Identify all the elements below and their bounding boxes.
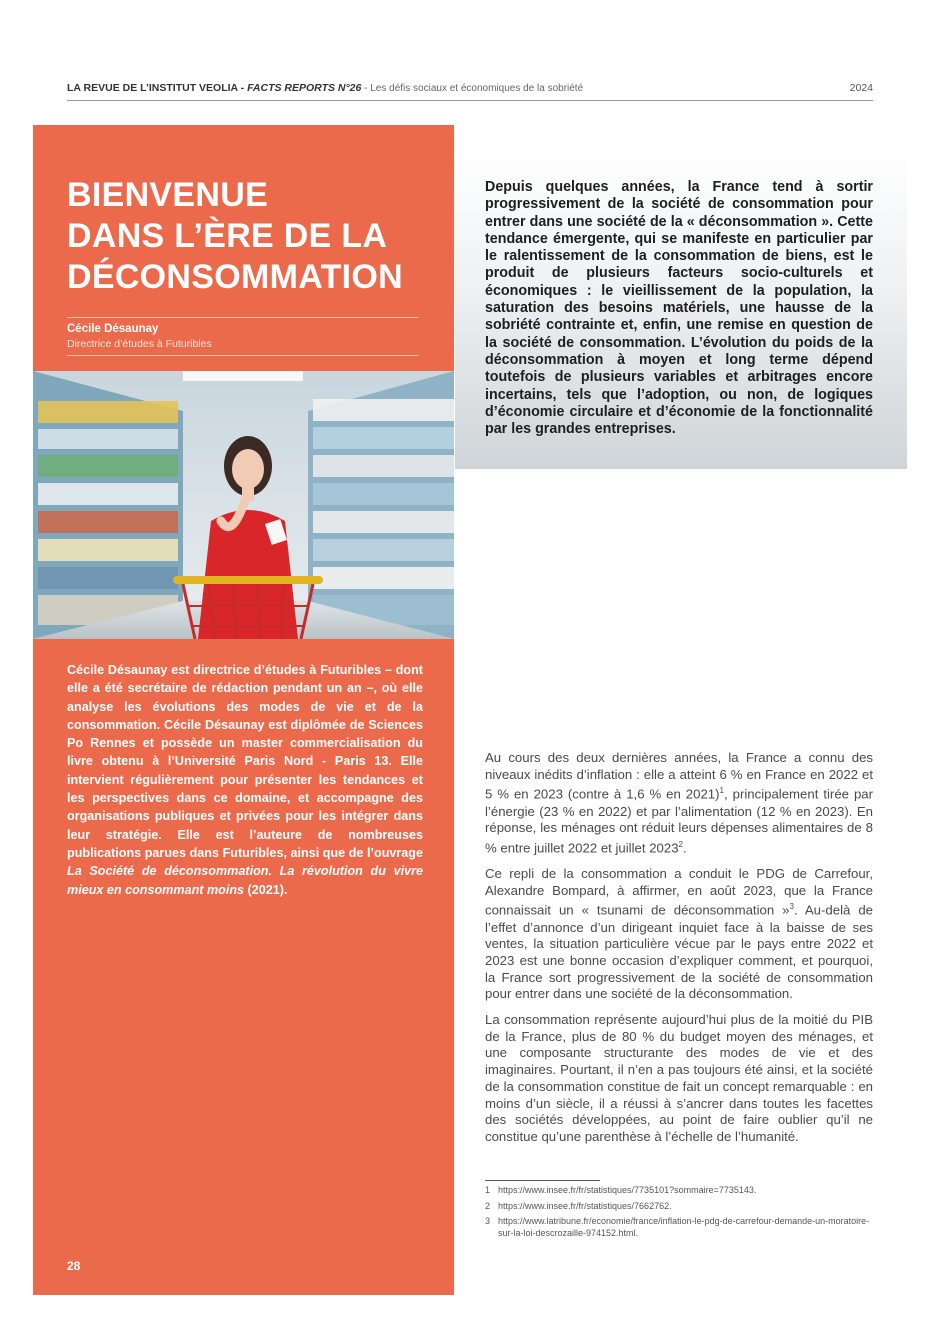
bio-text: Cécile Désaunay est directrice d’études à Futuribles – dont elle a été secrétaire de rédaction pendant un an –, où elle analyse les évolutions des modes de vie et de la consommation. Cécile Désaunay est diplômée de Sciences Po Rennes et possède un master commercialisation du livre obtenu à l’Université Paris Nord - Paris 13. Elle intervient régulièrement pour présenter les tendances et les perspectives dans ce domaine, et accompagne des organisations publiques et privées pour les intégrer dans leur stratégie. Elle est l’auteure de nombreuses publications parues dans Futuribles, ainsi que de l’ouvrage: [67, 663, 423, 860]
author-role: Directrice d’études à Futuribles: [67, 338, 212, 350]
text-run: . Au-delà de l’effet d’annonce d’un dirigeant inquiet face à la baisse de ses ventes, la situation particulière vécue par le pays entre 2022 et 2023 est une bonne occasion d’expliquer comment, et pourquoi, la France sort progressivement de la société de consommation pour entrer dans une société de la déconsommation.: [485, 902, 873, 1002]
footnote-number: 2: [485, 1200, 491, 1211]
header-year: 2024: [849, 82, 873, 94]
body-paragraph: [485, 866, 873, 1003]
divider: [67, 355, 419, 356]
footnote-link[interactable]: https://www.latribune.fr/economie/france/inflation-le-pdg-de-carrefour-demande-un-moratoire-sur-la-loi-descrozaille-974152.html.: [498, 1216, 870, 1238]
header-brand: LA REVUE DE L’INSTITUT VEOLIA -: [67, 82, 248, 94]
running-header: [67, 80, 873, 101]
title-line: DÉCONSOMMATION: [67, 258, 403, 296]
divider: [67, 317, 419, 318]
footnotes: [485, 1185, 873, 1243]
header-left: [67, 82, 583, 94]
footnote-item: [485, 1216, 873, 1239]
body-column: [485, 750, 873, 1155]
intro-box: [455, 149, 907, 469]
author-bio: [67, 661, 423, 899]
footnote-number: 1: [485, 1185, 491, 1195]
header-issue: FACTS REPORTS N°26: [247, 82, 362, 94]
body-paragraph: La consommation représente aujourd’hui plus de la moitié du PIB de la France, plus de 80 % du budget moyen des ménages, et une composante structurante des modes de vie et des imaginaires. Pourtant, il n’en a pas toujours été ainsi, et la société de la consommation constitue de fait un concept remarquable : en moins d’un siècle, il a réussi à s’ancrer dans toutes les facettes des sociétés développées, au point de faire oublier qu’il ne constitue qu’une parenthèse à l’échelle de l’humanité.: [485, 1012, 873, 1144]
footnote-item: [485, 1185, 873, 1197]
footnote-link[interactable]: https://www.insee.fr/fr/statistiques/7735101?sommaire=7735143.: [498, 1185, 757, 1195]
page-number: 28: [67, 1259, 81, 1273]
text-run: Au cours des deux dernières années, la France a connu des niveaux inédits d’inflation : elle a atteint 6 % en France en 2022 et 5 % en 2023 (contre à 1,6 % en 2021): [485, 750, 873, 802]
supermarket-shopper-photo: [33, 371, 454, 639]
header-subtitle: - Les défis sociaux et économiques de la sobriété: [361, 83, 584, 94]
text-run: Ce repli de la consommation a conduit le PDG de Carrefour, Alexandre Bompard, à affirmer, en août 2023, que la France connaissait un « tsunami de déconsommation »: [485, 866, 873, 918]
text-run: , principalement tirée par l’énergie (23 % en 2022) et par l’alimentation (12 % en 2023). En réponse, les ménages ont réduit leurs dépenses alimentaires de 8 % entre juillet 2022 et juillet 2023: [485, 786, 874, 856]
footnote-ref[interactable]: 2: [678, 839, 683, 849]
book-title: La Société de déconsommation. La révolution du vivre mieux en consommant moins: [67, 864, 423, 897]
article-title: [67, 175, 437, 298]
author-name: Cécile Désaunay: [67, 323, 159, 335]
footnote-item: [485, 1201, 873, 1213]
footnote-ref[interactable]: 3: [789, 902, 794, 912]
text-run: .: [683, 840, 687, 856]
orange-side-panel: [33, 125, 454, 1295]
footnote-link[interactable]: https://www.insee.fr/fr/statistiques/7662762.: [498, 1200, 672, 1211]
intro-paragraph: Depuis quelques années, la France tend à sortir progressivement de la société de consommation pour entrer dans une société de la « déconsommation ». Cette tendance émergente, qui se manifeste en particulier par le ralentissement de la consommation de biens, est le produit de plusieurs facteurs socio-culturels et économiques : le vieillissement de la population, la saturation des besoins matériels, une hausse de la sobriété contrainte et, enfin, une remise en question de la société de consommation. L’évolution du poids de la déconsommation à moyen et long terme dépend toutefois de plusieurs variables et arbitrages encore incertains, tels que l’adoption, ou non, de logiques d’économie circulaire et d’économie de la fonctionnalité par les grandes entreprises.: [485, 179, 873, 438]
title-line: BIENVENUE: [67, 176, 269, 214]
footnote-number: 3: [485, 1216, 491, 1226]
photo-illustration: [33, 371, 454, 639]
body-paragraph: [485, 750, 873, 857]
footnote-divider: [485, 1180, 600, 1181]
bio-text-end: (2021).: [244, 882, 288, 897]
footnote-ref[interactable]: 1: [719, 786, 724, 796]
title-line: DANS L’ÈRE DE LA: [67, 217, 388, 255]
